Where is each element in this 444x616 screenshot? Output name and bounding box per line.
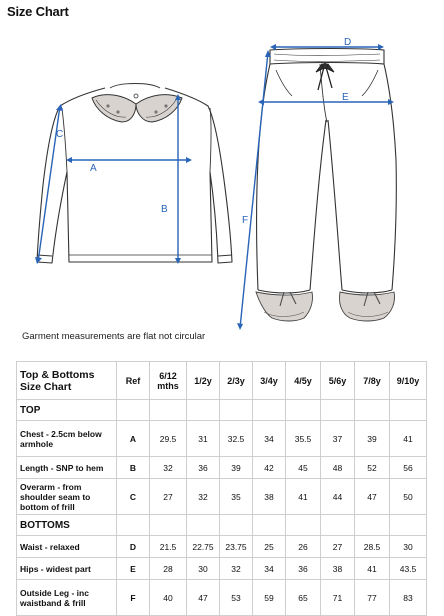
label-a: A: [90, 163, 97, 174]
label-b: B: [161, 204, 168, 215]
cell-value: 27: [150, 479, 187, 515]
size-header: 5/6y: [321, 362, 355, 400]
ref-header: Ref: [117, 362, 150, 400]
size-header: 9/10y: [390, 362, 427, 400]
row-ref: B: [117, 457, 150, 479]
row-ref: A: [117, 421, 150, 457]
section-title: TOP: [17, 400, 117, 421]
label-e: E: [342, 92, 349, 103]
cell-value: 40: [150, 580, 187, 616]
table-row: [17, 580, 427, 616]
cell-value: 23.75: [220, 536, 253, 558]
cell-value: 39: [355, 421, 390, 457]
section-row-top: [17, 400, 427, 421]
section-row-bottoms: [17, 515, 427, 536]
table-row: [17, 421, 427, 457]
cell-value: 30: [390, 536, 427, 558]
size-header: 3/4y: [253, 362, 286, 400]
cell-value: 34: [253, 558, 286, 580]
row-label: Length - SNP to hem: [17, 457, 117, 479]
cell-value: 44: [321, 479, 355, 515]
cell-value: 41: [390, 421, 427, 457]
cell-value: 41: [355, 558, 390, 580]
cell-value: 53: [220, 580, 253, 616]
table-row: [17, 457, 427, 479]
cell-value: 31: [187, 421, 220, 457]
cell-value: 83: [390, 580, 427, 616]
row-label: Overarm - from shoulder seam to bottom of frill: [17, 479, 117, 515]
measurement-note: Garment measurements are flat not circular: [22, 331, 206, 342]
row-ref: C: [117, 479, 150, 515]
row-label: Outside Leg - inc waistband & frill: [17, 580, 117, 616]
cell-value: 65: [286, 580, 321, 616]
table-row: [17, 536, 427, 558]
cell-value: 21.5: [150, 536, 187, 558]
cell-value: 52: [355, 457, 390, 479]
row-label: Chest - 2.5cm below armhole: [17, 421, 117, 457]
bottoms-measure-lines: [237, 44, 394, 330]
cell-value: 71: [321, 580, 355, 616]
cell-value: 29.5: [150, 421, 187, 457]
cell-value: 47: [187, 580, 220, 616]
cell-value: 25: [253, 536, 286, 558]
cell-value: 26: [286, 536, 321, 558]
table-row: [17, 479, 427, 515]
row-ref: D: [117, 536, 150, 558]
cell-value: 36: [187, 457, 220, 479]
row-ref: E: [117, 558, 150, 580]
cell-value: 35: [220, 479, 253, 515]
section-title: BOTTOMS: [17, 515, 117, 536]
cell-value: 47: [355, 479, 390, 515]
cell-value: 32.5: [220, 421, 253, 457]
size-chart-table: [16, 361, 427, 616]
size-header: 7/8y: [355, 362, 390, 400]
row-label: Waist - relaxed: [17, 536, 117, 558]
cell-value: 42: [253, 457, 286, 479]
cell-value: 41: [286, 479, 321, 515]
size-header: 1/2y: [187, 362, 220, 400]
page-title: Size Chart: [7, 4, 69, 19]
cell-value: 36: [286, 558, 321, 580]
cell-value: 34: [253, 421, 286, 457]
cell-value: 45: [286, 457, 321, 479]
size-chart-table-wrapper: [16, 361, 426, 616]
cell-value: 56: [390, 457, 427, 479]
cell-value: 32: [187, 479, 220, 515]
size-header: 2/3y: [220, 362, 253, 400]
cell-value: 38: [321, 558, 355, 580]
table-row: [17, 558, 427, 580]
cell-value: 48: [321, 457, 355, 479]
cell-value: 50: [390, 479, 427, 515]
cell-value: 27: [321, 536, 355, 558]
row-label: Hips - widest part: [17, 558, 117, 580]
cell-value: 43.5: [390, 558, 427, 580]
cell-value: 28: [150, 558, 187, 580]
table-title: Top & Bottoms Size Chart: [17, 362, 117, 400]
cell-value: 35.5: [286, 421, 321, 457]
label-d: D: [344, 37, 352, 48]
cell-value: 37: [321, 421, 355, 457]
size-header: 6/12 mths: [150, 362, 187, 400]
label-f: F: [242, 215, 249, 226]
size-header: 4/5y: [286, 362, 321, 400]
bow: [316, 64, 334, 91]
bottoms-garment: [257, 49, 397, 294]
leg-frills: [256, 292, 395, 321]
cell-value: 22.75: [187, 536, 220, 558]
cell-value: 77: [355, 580, 390, 616]
cell-value: 30: [187, 558, 220, 580]
cell-value: 32: [220, 558, 253, 580]
cell-value: 39: [220, 457, 253, 479]
cell-value: 38: [253, 479, 286, 515]
collar: [92, 95, 182, 122]
label-c: C: [56, 129, 64, 140]
row-ref: F: [117, 580, 150, 616]
cell-value: 32: [150, 457, 187, 479]
cell-value: 28.5: [355, 536, 390, 558]
table-header-row: [17, 362, 427, 400]
cell-value: 59: [253, 580, 286, 616]
